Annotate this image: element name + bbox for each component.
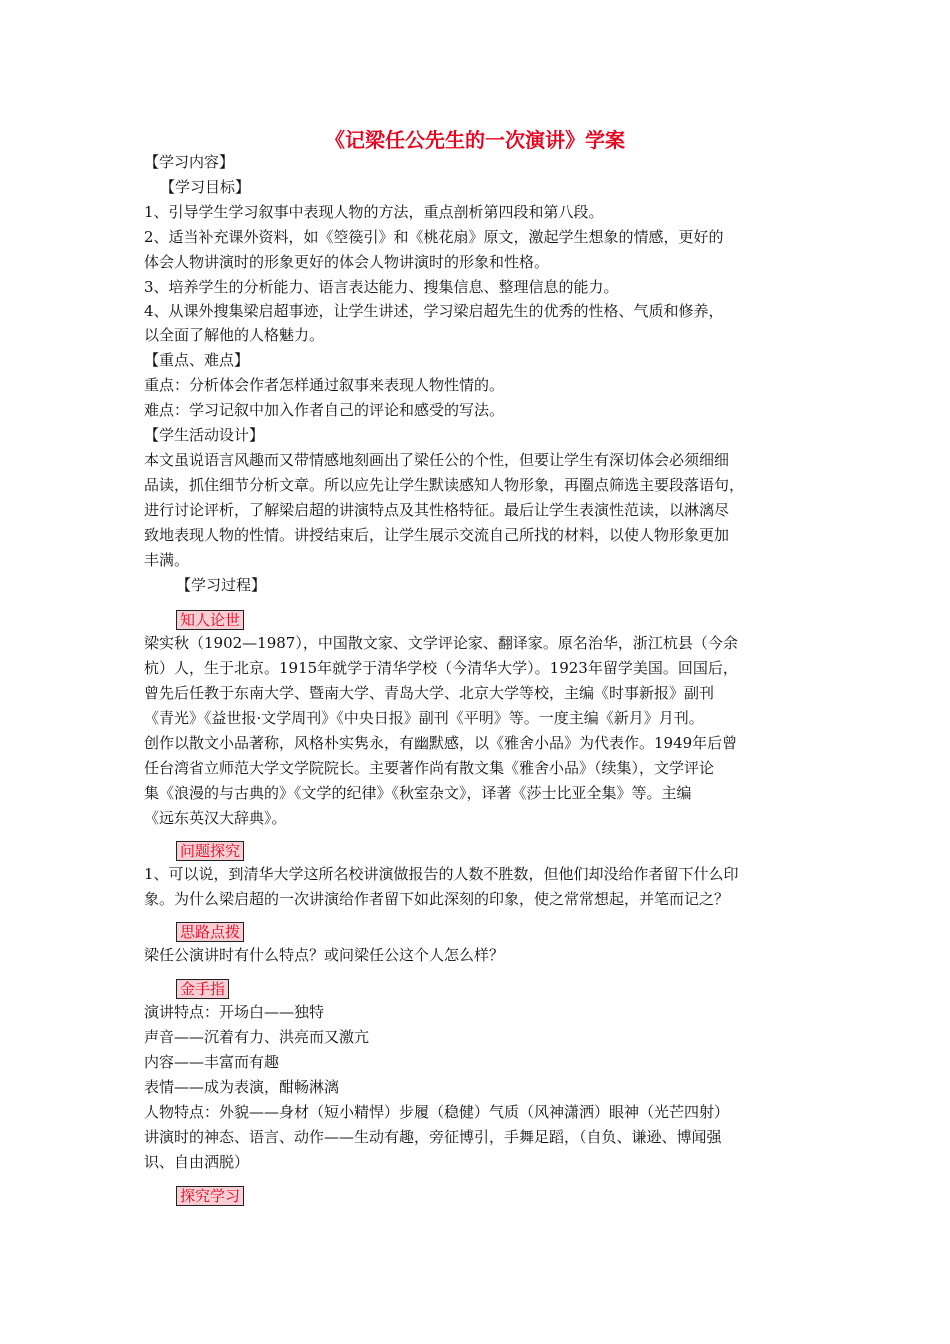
key-point-line: 重点：分析体会作者怎样通过叙事来表现人物性情的。	[144, 376, 505, 394]
activity-line: 进行讨论评析，了解梁启超的讲演特点及其性格特征。最后让学生表演性范读，以淋漓尽	[144, 501, 730, 519]
answer-line: 识、自由洒脱）	[144, 1153, 250, 1171]
heading-activity-design: 【学生活动设计】	[144, 426, 265, 444]
section-label-tanjiu	[176, 1186, 244, 1206]
section-label-jinshouzhi	[176, 979, 229, 999]
bio-line: 《远东英汉大辞典》。	[144, 809, 287, 827]
page-title: 《记梁任公先生的一次演讲》学案	[325, 128, 625, 152]
goal-line: 4、从课外搜集梁启超事迹，让学生讲述，学习梁启超先生的优秀的性格、气质和修养，	[144, 302, 724, 320]
bio-line: 创作以散文小品著称，风格朴实隽永，有幽默感，以《雅舍小品》为代表作。1949年后曾	[144, 734, 738, 752]
section-label-silu	[176, 922, 244, 942]
question-line: 1、可以说，到清华大学这所名校讲演做报告的人数不胜数，但他们却没给作者留下什么印	[144, 865, 739, 883]
goal-line: 3、培养学生的分析能力、语言表达能力、搜集信息、整理信息的能力。	[144, 278, 619, 296]
bio-line: 杭）人，生于北京。1915年就学于清华学校（今清华大学）。1923年留学美国。回国后，	[144, 659, 738, 677]
bio-line: 《青光》《益世报·文学周刊》《中央日报》副刊《平明》等。一度主编《新月》月刊。	[144, 709, 704, 727]
question-line: 象。为什么梁启超的一次讲演给作者留下如此深刻的印象，使之常常想起，并笔而记之？	[144, 890, 730, 908]
answer-line: 讲演时的神态、语言、动作——生动有趣，旁征博引，手舞足蹈，（自负、谦逊、博闻强	[144, 1128, 722, 1146]
section-label-wenti	[176, 841, 244, 861]
section-label-zhiren	[176, 610, 244, 630]
bio-line: 集《浪漫的与古典的》《文学的纪律》《秋室杂文》，译著《莎士比亚全集》等。主编	[144, 784, 692, 802]
section-label-text: 探究学习	[176, 1186, 244, 1206]
answer-line: 演讲特点：开场白——独特	[144, 1003, 325, 1021]
difficult-point-line: 难点：学习记叙中加入作者自己的评论和感受的写法。	[144, 401, 505, 419]
section-label-text: 知人论世	[176, 610, 244, 630]
activity-line: 致地表现人物的性情。讲授结束后，让学生展示交流自己所找的材料，以使人物形象更加	[144, 526, 730, 544]
answer-line: 内容——丰富而有趣	[144, 1053, 280, 1071]
answer-line: 人物特点：外貌——身材（短小精悍）步履（稳健）气质（风神潇洒）眼神（光芒四射）	[144, 1103, 730, 1121]
goal-line: 1、引导学生学习叙事中表现人物的方法，重点剖析第四段和第八段。	[144, 203, 604, 221]
section-label-text: 金手指	[176, 979, 229, 999]
heading-key-points: 【重点、难点】	[144, 351, 250, 369]
answer-line: 声音——沉着有力、洪亮而又激亢	[144, 1028, 370, 1046]
section-label-text: 问题探究	[176, 841, 244, 861]
heading-learning-content: 【学习内容】	[144, 153, 235, 171]
section-label-text: 思路点拨	[176, 922, 244, 942]
activity-line: 丰满。	[144, 551, 190, 569]
goal-line: 体会人物讲演时的形象更好的体会人物讲演时的形象和性格。	[144, 253, 550, 271]
activity-line: 品读，抓住细节分析文章。所以应先让学生默读感知人物形象，再圈点筛选主要段落语句，	[144, 476, 745, 494]
heading-learning-goals: 【学习目标】	[160, 178, 251, 196]
answer-line: 表情——成为表演，酣畅淋漓	[144, 1078, 340, 1096]
bio-line: 曾先后任教于东南大学、暨南大学、青岛大学、北京大学等校，主编《时事新报》副刊	[144, 684, 715, 702]
bio-line: 任台湾省立师范大学文学院院长。主要著作尚有散文集《雅舍小品》（续集），文学评论	[144, 759, 715, 777]
activity-line: 本文虽说语言风趣而又带情感地刻画出了梁任公的个性，但要让学生有深切体会必须细细	[144, 451, 730, 469]
goal-line: 2、适当补充课外资料，如《箜篌引》和《桃花扇》原文，激起学生想象的情感，更好的	[144, 228, 724, 246]
goal-line: 以全面了解他的人格魅力。	[144, 326, 325, 344]
heading-learning-process: 【学习过程】	[176, 576, 267, 594]
hint-line: 梁任公演讲时有什么特点？或问梁任公这个人怎么样？	[144, 946, 505, 964]
bio-line: 梁实秋（1902—1987），中国散文家、文学评论家、翻译家。原名治华，浙江杭县（今余	[144, 634, 738, 652]
